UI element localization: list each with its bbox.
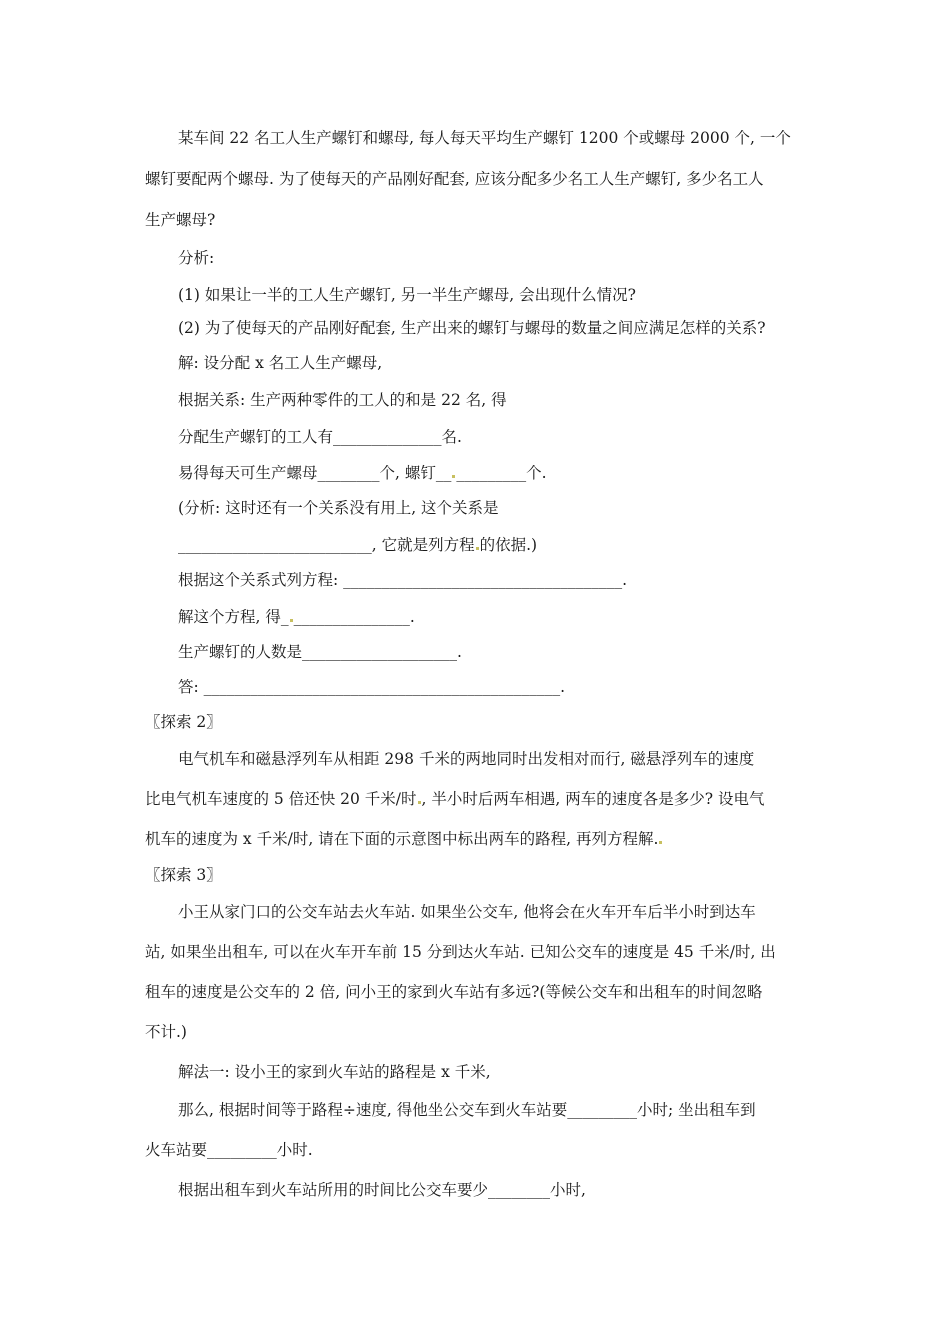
explore-3-heading: 〖探索 3〗 [145,866,222,884]
solution-line-9: 生产螺钉的人数是____________________. [178,643,462,661]
explore-3-line-4: 不计.) [145,1023,187,1041]
explore-2-heading: 〖探索 2〗 [145,713,222,731]
solution-line-6 [178,535,537,555]
yellow-dot-mark [290,619,293,622]
explore-2-line-2-part-b: , 半小时后两车相遇, 两车的速度各是多少? 设电气 [421,790,765,808]
solution-line-8 [178,607,415,627]
yellow-dot-mark [452,475,455,478]
analysis-label: 分析: [178,249,215,267]
problem1-line-3: 生产螺母? [145,211,216,229]
solution-line-4 [178,463,547,483]
problem1-line-2: 螺钉要配两个螺母. 为了使每天的产品刚好配套, 应该分配多少名工人生产螺钉, 多少名工人 [145,170,764,188]
solution-line-6-part-b: 的依据.) [479,536,538,554]
problem1-line-1: 某车间 22 名工人生产螺钉和螺母, 每人每天平均生产螺钉 1200 个或螺母 2000 个, 一个 [178,129,791,147]
solution-line-8-part-a: 解这个方程, 得_ [178,608,289,626]
solution-line-4-part-a: 易得每天可生产螺母________个, 螺钉__ [178,464,452,482]
method-1-line-2: 那么, 根据时间等于路程÷速度, 得他坐公交车到火车站要_________小时; 坐出租车到 [178,1101,756,1119]
solution-line-8-part-b: _______________. [293,608,415,626]
solution-line-2: 根据关系: 生产两种零件的工人的和是 22 名, 得 [178,391,507,409]
method-1-line-4: 根据出租车到火车站所用的时间比公交车要少________小时, [178,1181,586,1199]
question-2: (2) 为了使每天的产品刚好配套, 生产出来的螺钉与螺母的数量之间应满足怎样的关系? [178,319,766,337]
explore-2-line-3-text: 机车的速度为 x 千米/时, 请在下面的示意图中标出两车的路程, 再列方程解. [145,830,659,848]
method-1-line-3: 火车站要_________小时. [145,1141,313,1159]
question-1: (1) 如果让一半的工人生产螺钉, 另一半生产螺母, 会出现什么情况? [178,286,636,304]
solution-line-7: 根据这个关系式列方程: ____________________________________. [178,571,628,589]
solution-line-5: (分析: 这时还有一个关系没有用上, 这个关系是 [178,499,499,517]
yellow-dot-mark [476,547,479,550]
solution-line-3: 分配生产螺钉的工人有______________名. [178,428,462,446]
method-1-line-1: 解法一: 设小王的家到火车站的路程是 x 千米, [178,1063,491,1081]
explore-2-line-3 [145,829,663,849]
solution-line-4-part-b: _________个. [456,464,547,482]
explore-3-line-3: 租车的速度是公交车的 2 倍, 问小王的家到火车站有多远?(等候公交车和出租车的时间忽略 [145,983,763,1001]
solution-line-1: 解: 设分配 x 名工人生产螺母, [178,354,383,372]
solution-line-6-part-a: _________________________, 它就是列方程 [178,536,475,554]
explore-2-line-1: 电气机车和磁悬浮列车从相距 298 千米的两地同时出发相对而行, 磁悬浮列车的速度 [178,750,755,768]
yellow-dot-mark [659,841,662,844]
explore-3-line-1: 小王从家门口的公交车站去火车站. 如果坐公交车, 他将会在火车开车后半小时到达车 [178,903,756,921]
yellow-dot-mark [418,801,421,804]
explore-3-line-2: 站, 如果坐出租车, 可以在火车开车前 15 分到达火车站. 已知公交车的速度是 45 千米/时, 出 [145,943,776,961]
answer-line: 答: ______________________________________________. [178,678,566,696]
explore-2-line-2 [145,789,764,809]
explore-2-line-2-part-a: 比电气机车速度的 5 倍还快 20 千米/时 [145,790,417,808]
